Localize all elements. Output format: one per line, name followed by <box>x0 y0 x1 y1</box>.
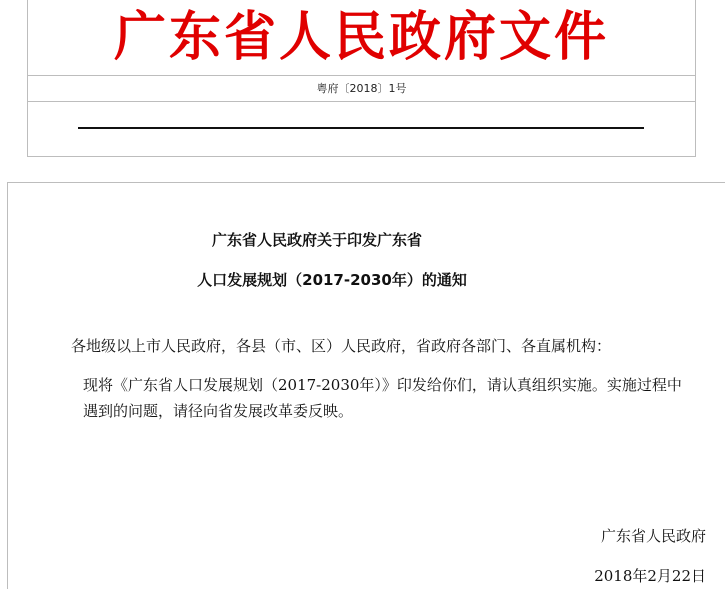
issuer-signature: 广东省人民政府 <box>600 527 706 545</box>
body-text-line2: 遇到的问题，请径向省发展改革委反映。 <box>83 402 354 420</box>
separator-row <box>28 102 695 157</box>
body-text-line1: 现将《广东省人口发展规划（2017-2030年）》印发给你们，请认真组织实施。实施过程中 <box>83 376 682 394</box>
heading-row <box>28 0 695 76</box>
notice-body <box>7 182 725 589</box>
notice-title-line2: 人口发展规划（2017-2030年）的通知 <box>197 271 467 289</box>
document-heading: 广东省人民政府文件 <box>113 5 609 68</box>
separator-line <box>78 127 644 129</box>
salutation: 各地级以上市人民政府，各县（市、区）人民政府，省政府各部门、各直属机构： <box>71 337 612 355</box>
document-header <box>27 0 696 157</box>
issue-date: 2018年2月22日 <box>594 567 706 585</box>
document-number: 粤府〔2018〕1号 <box>28 76 695 102</box>
notice-title-line1: 广东省人民政府关于印发广东省 <box>211 231 422 249</box>
